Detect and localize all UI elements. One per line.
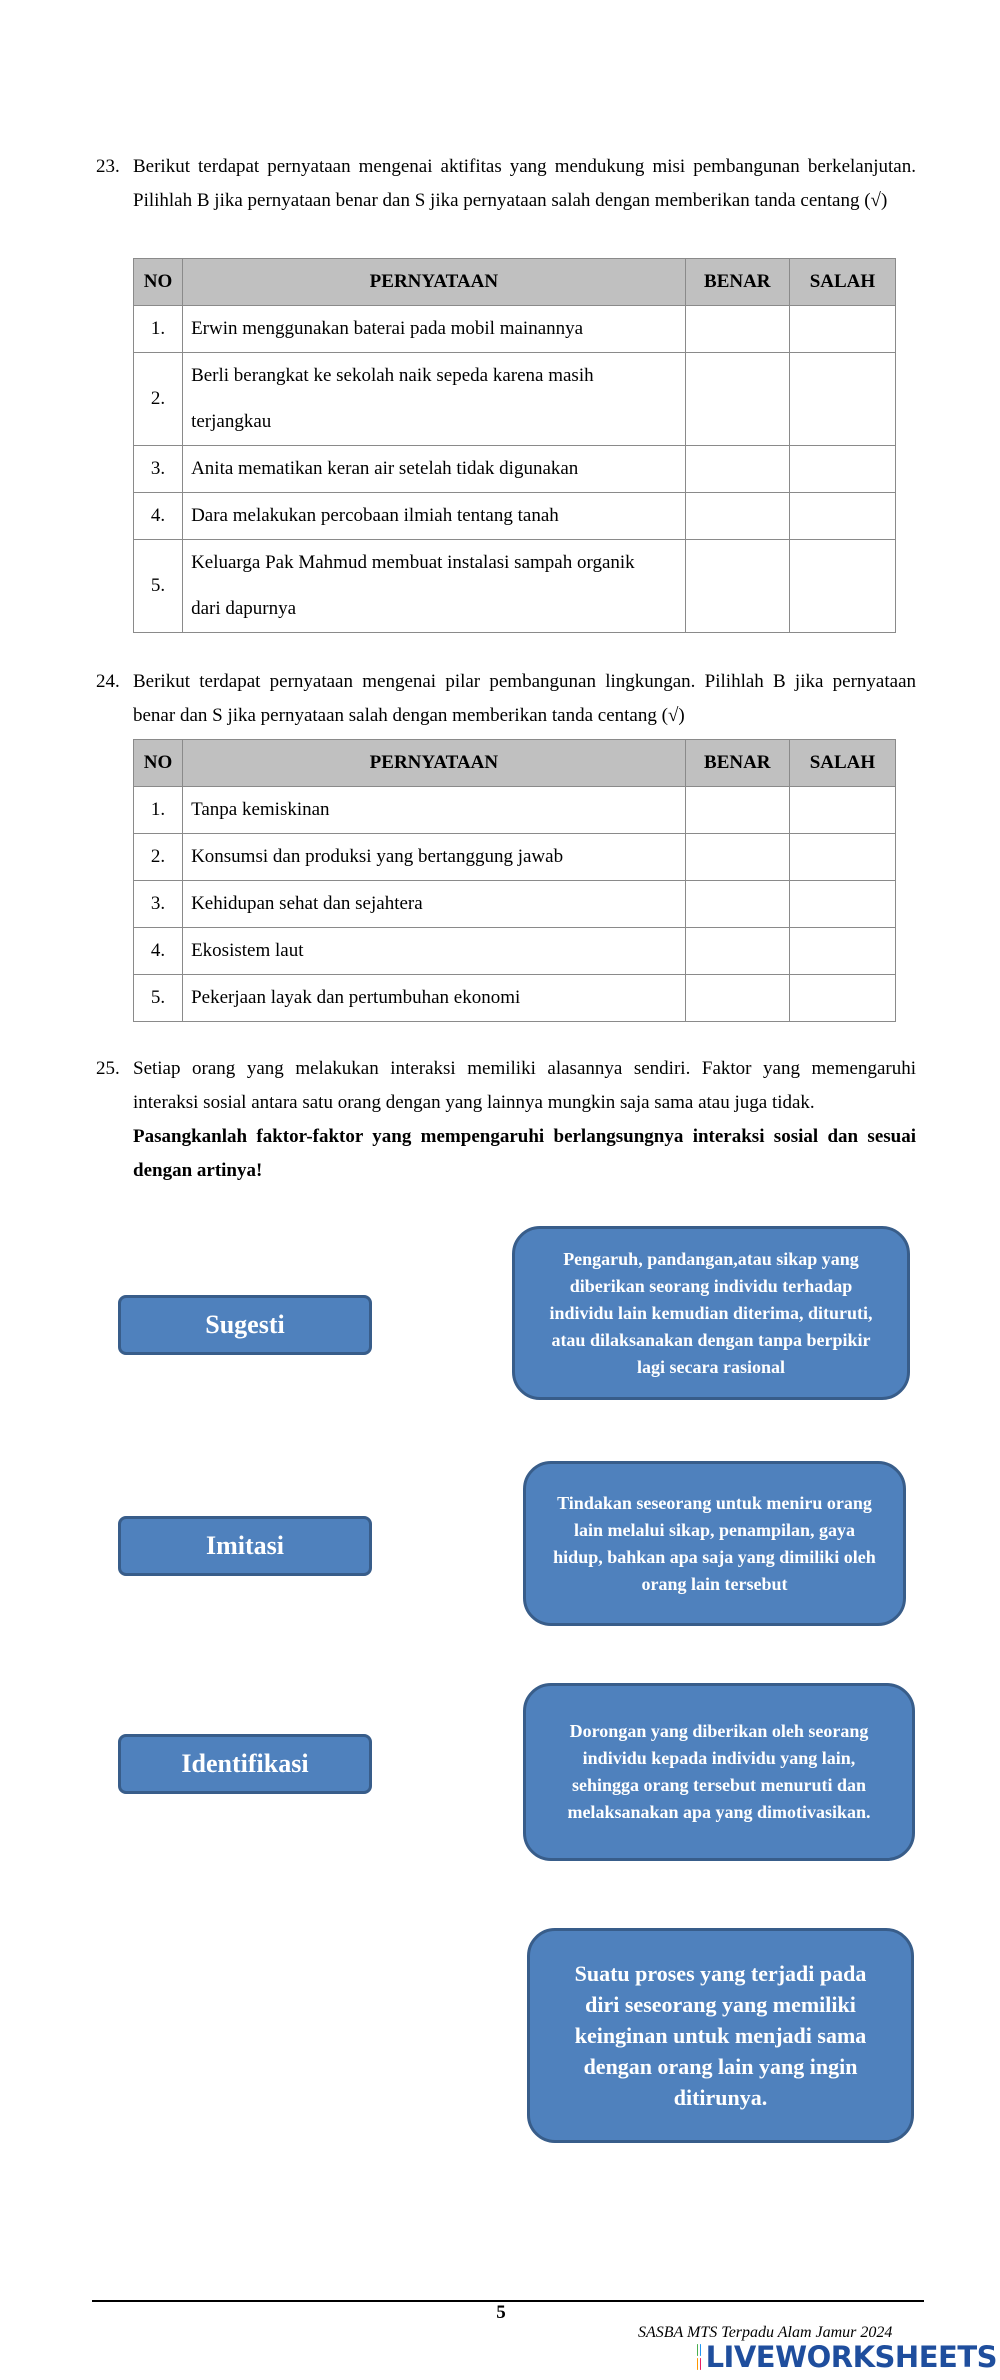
definition-text: Tindakan seseorang untuk meniru orang lain melalui sikap, penampilan, gaya hidup, bahkan apa saja yang dimiliki oleh orang lain tersebut xyxy=(553,1492,876,1594)
statement-line: Erwin menggunakan baterai pada mobil mainannya xyxy=(191,318,584,339)
table-row xyxy=(134,834,896,881)
question-instruction: Pasangkanlah faktor-faktor yang mempengaruhi berlangsungnya interaksi sosial dan sesuai dengan artinya! xyxy=(133,1126,916,1181)
brand-name: LIVEWORKSHEETS xyxy=(705,2340,997,2374)
term-identifikasi[interactable]: Identifikasi xyxy=(118,1734,372,1794)
row-number: 1. xyxy=(134,306,183,353)
table-row xyxy=(134,446,896,493)
answer-false-cell[interactable] xyxy=(789,834,895,881)
answer-false-cell[interactable] xyxy=(789,306,895,353)
question-text: Setiap orang yang melakukan interaksi memiliki alasannya sendiri. Faktor yang memengaruhi interaksi sosial antara satu orang dengan yang lainnya mungkin saja sama atau juga tidak. xyxy=(133,1058,916,1113)
row-statement xyxy=(183,353,686,446)
row-number: 2. xyxy=(134,834,183,881)
term-imitasi[interactable]: Imitasi xyxy=(118,1516,372,1576)
header-statement: PERNYATAAN xyxy=(183,740,686,787)
definition-text: Suatu proses yang terjadi pada diri seseorang yang memiliki keinginan untuk menjadi sama dengan orang lain yang ingin ditirunya. xyxy=(574,1961,867,2110)
answer-false-cell[interactable] xyxy=(789,446,895,493)
answer-true-cell[interactable] xyxy=(685,306,789,353)
header-statement: PERNYATAAN xyxy=(183,259,686,306)
answer-false-cell[interactable] xyxy=(789,928,895,975)
question-25 xyxy=(96,1052,916,1188)
liveworksheets-logo xyxy=(697,2340,997,2374)
table-row xyxy=(134,928,896,975)
question-text: Berikut terdapat pernyataan mengenai aktifitas yang mendukung misi pembangunan berkelanjutan. Pilihlah B jika pernyataan benar dan S jika pernyataan salah dengan memberikan tanda centang (√) xyxy=(133,156,916,211)
table-row xyxy=(134,975,896,1022)
answer-true-cell[interactable] xyxy=(685,881,789,928)
definition-text: Dorongan yang diberikan oleh seorang individu kepada individu yang lain, sehingga orang tersebut menuruti dan melaksanakan apa yang dimotivasikan. xyxy=(567,1721,871,1822)
row-statement: Kehidupan sehat dan sejahtera xyxy=(183,881,686,928)
definition-text: Pengaruh, pandangan,atau sikap yang diberikan seorang individu terhadap individu lain kemudian diterima, dituruti, atau dilaksanakan dengan tanpa berpikir lagi secara rasional xyxy=(549,1248,873,1377)
header-false: SALAH xyxy=(789,740,895,787)
header-true: BENAR xyxy=(685,259,789,306)
row-statement xyxy=(183,306,686,353)
definition-box[interactable] xyxy=(523,1461,906,1626)
liveworksheets-icon xyxy=(697,2344,701,2370)
answer-true-cell[interactable] xyxy=(685,540,789,633)
row-number: 5. xyxy=(134,540,183,633)
row-statement: Konsumsi dan produksi yang bertanggung jawab xyxy=(183,834,686,881)
question-number: 25. xyxy=(96,1058,120,1079)
row-statement xyxy=(183,446,686,493)
row-number: 4. xyxy=(134,493,183,540)
row-number: 3. xyxy=(134,446,183,493)
header-true: BENAR xyxy=(685,740,789,787)
definition-box[interactable] xyxy=(527,1928,914,2143)
table-row xyxy=(134,493,896,540)
question-24 xyxy=(96,665,916,733)
answer-true-cell[interactable] xyxy=(685,975,789,1022)
row-number: 2. xyxy=(134,353,183,446)
answer-false-cell[interactable] xyxy=(789,493,895,540)
table-row xyxy=(134,353,896,446)
row-number: 3. xyxy=(134,881,183,928)
question-text: Berikut terdapat pernyataan mengenai pilar pembangunan lingkungan. Pilihlah B jika pernyataan benar dan S jika pernyataan salah dengan memberikan tanda centang (√) xyxy=(133,671,916,726)
page-number: 5 xyxy=(496,2302,506,2323)
statement-table-24 xyxy=(133,739,896,1022)
row-number: 4. xyxy=(134,928,183,975)
question-23 xyxy=(96,150,916,218)
answer-false-cell[interactable] xyxy=(789,881,895,928)
statement-line: Anita mematikan keran air setelah tidak digunakan xyxy=(191,458,579,479)
table-row xyxy=(134,787,896,834)
answer-false-cell[interactable] xyxy=(789,540,895,633)
row-statement: Tanpa kemiskinan xyxy=(183,787,686,834)
row-number: 5. xyxy=(134,975,183,1022)
header-false: SALAH xyxy=(789,259,895,306)
answer-false-cell[interactable] xyxy=(789,787,895,834)
statement-line: Keluarga Pak Mahmud membuat instalasi sampah organik xyxy=(191,552,635,573)
statement-table-23 xyxy=(133,258,896,633)
answer-true-cell[interactable] xyxy=(685,353,789,446)
header-no: NO xyxy=(134,259,183,306)
table-row xyxy=(134,540,896,633)
statement-line: Dara melakukan percobaan ilmiah tentang tanah xyxy=(191,505,559,526)
answer-true-cell[interactable] xyxy=(685,493,789,540)
answer-false-cell[interactable] xyxy=(789,975,895,1022)
table-row xyxy=(134,306,896,353)
answer-false-cell[interactable] xyxy=(789,353,895,446)
definition-box[interactable] xyxy=(523,1683,915,1861)
row-statement xyxy=(183,493,686,540)
table-row xyxy=(134,881,896,928)
row-statement: Ekosistem laut xyxy=(183,928,686,975)
definition-box[interactable] xyxy=(512,1226,910,1400)
row-statement: Pekerjaan layak dan pertumbuhan ekonomi xyxy=(183,975,686,1022)
footer-note: SASBA MTS Terpadu Alam Jamur 2024 xyxy=(638,2324,893,2341)
statement-line: Berli berangkat ke sekolah naik sepeda karena masih xyxy=(191,365,594,386)
answer-true-cell[interactable] xyxy=(685,928,789,975)
header-no: NO xyxy=(134,740,183,787)
answer-true-cell[interactable] xyxy=(685,787,789,834)
term-sugesti[interactable]: Sugesti xyxy=(118,1295,372,1355)
question-number: 24. xyxy=(96,671,120,692)
question-number: 23. xyxy=(96,156,120,177)
answer-true-cell[interactable] xyxy=(685,446,789,493)
statement-line: terjangkau xyxy=(191,411,272,432)
statement-line: dari dapurnya xyxy=(191,598,297,619)
row-number: 1. xyxy=(134,787,183,834)
row-statement xyxy=(183,540,686,633)
answer-true-cell[interactable] xyxy=(685,834,789,881)
